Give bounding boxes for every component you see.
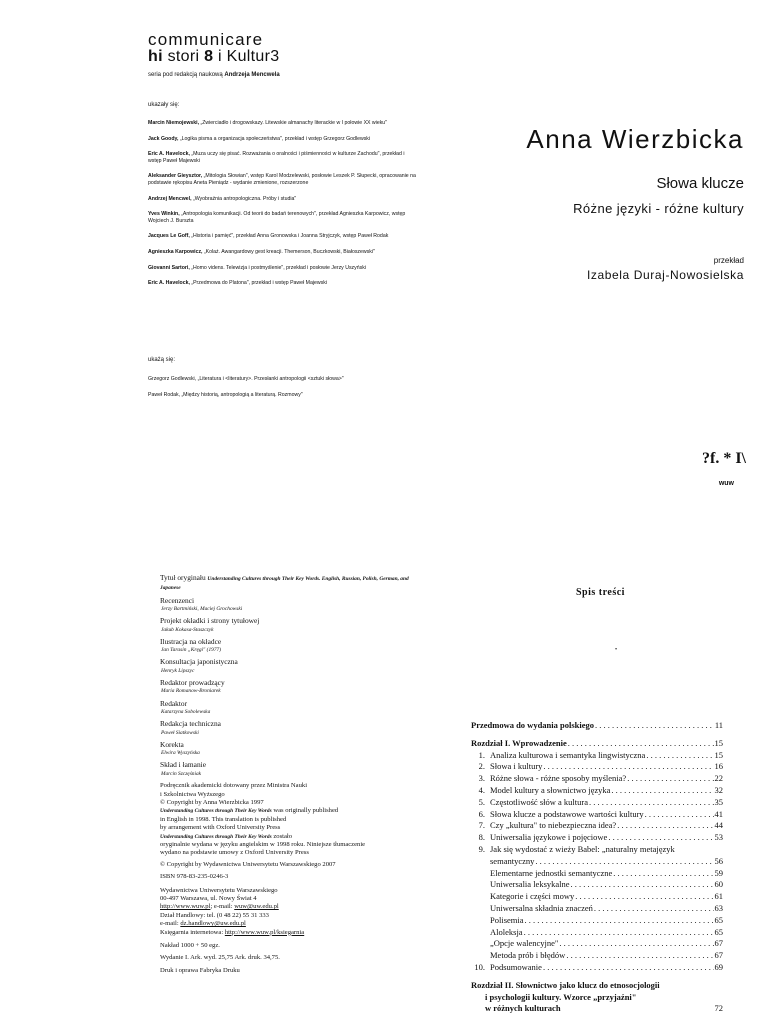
- book-author: Giovanni Sartori,: [148, 264, 190, 271]
- publisher-website-link[interactable]: http://www.wuw.pl: [160, 903, 211, 911]
- book-description: „Muza uczy się pisać. Rozważania o oralności i piśmienności w kulturze Zachodu", przekład i wstęp Paweł Majewski: [148, 151, 405, 164]
- toc-entry-title: Przedmowa do wydania polskiego: [471, 720, 595, 730]
- toc-entry-page: 59: [714, 867, 723, 878]
- toc-entry-number: 4.: [478, 784, 485, 795]
- credit-item: [160, 658, 412, 675]
- toc-entry-number: 2.: [478, 761, 485, 772]
- toc-entry-title: Rozdział II. Słownictwo jako klucz do etnosocjologii: [471, 979, 660, 990]
- dot-leader: [617, 820, 713, 830]
- toc-entry-section[interactable]: [471, 832, 723, 844]
- toc-entry-page: 67: [714, 950, 723, 961]
- published-book-item: [148, 136, 416, 143]
- published-book-item: [148, 120, 416, 127]
- credit-names: Elwira Wyszyńska: [161, 750, 200, 757]
- toc-entry-title: semantyczny: [490, 855, 535, 866]
- toc-entry-number: 1.: [478, 749, 485, 760]
- book-description: „Kolaż. Awangardowy gest kreacji. Themerson, Buczkowski, Białoszewski": [203, 248, 375, 255]
- toc-entry-number: 10.: [474, 961, 485, 972]
- credit-role: Ilustracja na okładce: [160, 636, 222, 646]
- dot-leader: [613, 868, 713, 878]
- funding-line: i Szkolnictwa Wyższego: [160, 790, 225, 798]
- toc-entry-subsection[interactable]: [471, 879, 723, 891]
- toc-entry-title: Częstotliwość słów a kultura: [490, 796, 588, 807]
- published-book-item: [148, 151, 416, 164]
- published-book-item: [148, 196, 416, 203]
- toc-entry-subsection[interactable]: [471, 915, 723, 927]
- book-author: Eric A. Havelock,: [148, 280, 190, 287]
- series-subtitle: [148, 48, 279, 66]
- series-subtitle-part: 8: [204, 48, 214, 65]
- credit-names: Katarzyna Sobolewska: [161, 709, 211, 716]
- publisher-logo: ?f. * I\: [702, 450, 746, 467]
- forthcoming-book-item: Paweł Rodak, „Między historią, antropologią a literaturą. Rozmowy": [148, 391, 303, 398]
- credit-item: [160, 679, 412, 696]
- toc-entry-page: 53: [714, 832, 723, 843]
- toc-entry-page: 63: [714, 902, 723, 913]
- editor-name: Andrzeja Mencwela: [224, 72, 280, 78]
- toc-entry-chapter-2-cont: [471, 992, 723, 1004]
- toc-entry-page: 44: [714, 820, 723, 831]
- toc-entry-title: Słowa klucze a podstawowe wartości kultury: [490, 808, 644, 819]
- book-description: „Mitologia Słowian", wstęp Karol Modzelewski, posłowie Leszek P. Słupecki, opracowanie na podstawie rękopisu Aneta Pieniądz - wydanie zmienione, rozszerzone: [148, 173, 416, 186]
- toc-entry-page: 35: [714, 796, 723, 807]
- credit-item: [160, 761, 412, 778]
- toc-entry-subsection[interactable]: [471, 927, 723, 939]
- dot-leader: [627, 773, 713, 783]
- book-author: Yves Winkin,: [148, 211, 180, 218]
- toc-entry-title: Jak się wydostać z wieży Babel: „naturalny metajęzyk: [490, 843, 675, 854]
- credit-role: Projekt okładki i strony tytułowej: [160, 616, 260, 626]
- toc-entry-number: 8.: [478, 832, 485, 843]
- toc-entry-section[interactable]: [471, 844, 723, 856]
- publication-line: wydano na podstawie umowy z Oxford University Press: [160, 849, 309, 857]
- toc-entry-title: Metoda prób i błędów: [490, 950, 566, 961]
- credit-item: [160, 617, 412, 634]
- original-publication-title: Understanding Cultures through Their Key Words: [160, 808, 272, 815]
- dot-leader: [543, 761, 713, 771]
- credit-names: Maria Romanow-Broniarek: [161, 688, 221, 695]
- toc-entry-section[interactable]: [471, 797, 723, 809]
- toc-entry-title: Uniwersalia leksykalne: [490, 879, 570, 890]
- print-line: Nakład 1000 + 50 egz.: [160, 942, 220, 949]
- credit-names: Marcin Szczęśniak: [161, 770, 202, 777]
- credit-item: [160, 700, 412, 717]
- toc-entry-page: 60: [714, 879, 723, 890]
- book-description: „Zwierciadło i drogowskazy. Litewskie almanachy literackie w I połowie XX wieku": [200, 120, 388, 126]
- toc-entry-section[interactable]: [471, 962, 723, 974]
- toc-entry-page: 41: [714, 808, 723, 819]
- toc-entry-page: 72: [714, 1003, 723, 1014]
- toc-entry-number: 6.: [478, 808, 485, 819]
- toc-entry-title: Kategorie i części mowy: [490, 891, 575, 902]
- toc-entry-page: 15: [714, 737, 723, 748]
- toc-entry-title: Analiza kulturowa i semantyka lingwistyczna: [490, 749, 646, 760]
- toc-entry-section[interactable]: [471, 809, 723, 821]
- print-line: Wydanie I. Ark. wyd. 25,75 Ark. druk. 34,75.: [160, 954, 280, 962]
- dot-leader: [595, 720, 714, 730]
- credit-role: Skład i łamanie: [160, 760, 206, 770]
- toc-entry-title: Czy „kultura" to niebezpieczna idea?: [490, 820, 617, 831]
- toc-entry-subsection[interactable]: [471, 868, 723, 880]
- toc-entry-page: 67: [714, 938, 723, 949]
- dot-leader: [608, 832, 713, 842]
- toc-entry-title: Rozdział I. Wprowadzenie: [471, 737, 567, 748]
- copyright-publisher: © Copyright by Wydawnictwa Uniwersytetu Warszawskiego 2007: [160, 860, 336, 868]
- credit-item: [160, 597, 412, 614]
- book-description: „Logika pisma a organizacja społeczeństwa", przekład i wstęp Grzegorz Godlewski: [179, 135, 371, 142]
- book-author: Eric A. Havelock,: [148, 151, 190, 158]
- credit-role: Redaktor prowadzący: [160, 678, 225, 688]
- book-description: „Historia i pamięć", przekład Anna Gronowska i Joanna Stryjczyk, wstęp Paweł Rodak: [191, 233, 389, 240]
- original-title-value: Understanding Cultures through Their Key Words. English, Russian, Polish, German, and Japanese: [160, 576, 409, 592]
- toc-entry-title: „Opcje walencyjne": [490, 938, 559, 949]
- published-heading: ukazały się:: [148, 102, 180, 108]
- chapter-1-sections: [471, 750, 723, 856]
- published-book-item: [148, 280, 416, 287]
- toc-entry-section[interactable]: [471, 773, 723, 785]
- dot-leader: [525, 915, 714, 925]
- funding-note: [160, 782, 412, 799]
- toc-entry-continuation[interactable]: [471, 856, 723, 868]
- credit-role: Konsultacja japonistyczna: [160, 657, 238, 667]
- toc-entry-page: 22: [714, 773, 723, 784]
- toc-entry-page: 32: [714, 784, 723, 795]
- credit-item: [160, 720, 412, 737]
- publisher-address: [160, 887, 412, 937]
- author-name: Anna Wierzbicka: [526, 124, 744, 154]
- dot-leader: [589, 797, 714, 807]
- toc-entry-section[interactable]: [471, 820, 723, 832]
- publication-line: zostało: [273, 832, 293, 840]
- toc-entry-title: Podsumowanie: [490, 961, 542, 972]
- series-subtitle-part: stori: [167, 48, 200, 65]
- isbn: ISBN 978-83-235-0246-3: [160, 873, 229, 881]
- dot-leader: [566, 950, 713, 960]
- toc-entry-chapter-2-cont: [471, 1003, 723, 1015]
- toc-entry-page: 56: [714, 855, 723, 866]
- dot-leader: [559, 938, 713, 948]
- credit-names: Paweł Siatkowski: [161, 729, 199, 736]
- published-book-item: [148, 233, 416, 240]
- toc-entry-title: w różnych kulturach: [485, 1003, 561, 1014]
- credit-names: Jan Tarasin „Kręgi" (1977): [161, 647, 222, 654]
- dot-leader: [571, 879, 714, 889]
- series-subtitle-part: i Kultur3: [218, 48, 280, 65]
- publication-line: by arrangement with Oxford University Press: [160, 824, 281, 832]
- toc-entry-title: Słowa i kultury: [490, 761, 543, 772]
- toc-entry-section[interactable]: [471, 750, 723, 762]
- publisher-line: 00-497 Warszawa, ul. Nowy Świat 4: [160, 894, 257, 902]
- original-title: [160, 574, 412, 593]
- publisher-line: Wydawnictwa Uniwersytetu Warszawskiego: [160, 886, 278, 894]
- credit-item: [160, 638, 412, 655]
- credit-names: Henryk Lipszyc: [161, 667, 195, 674]
- book-author: Andrzej Mencwel,: [148, 195, 192, 202]
- credit-role: Redakcja techniczna: [160, 719, 221, 729]
- shop-label: Księgarnia internetowa:: [160, 928, 224, 936]
- toc-entry-subsection[interactable]: [471, 950, 723, 962]
- book-author: Aleksander Gieysztor,: [148, 173, 203, 180]
- credit-role: Korekta: [160, 739, 184, 749]
- book-title: Słowa klucze: [656, 175, 744, 192]
- editor-prefix: seria pod redakcją naukową: [148, 72, 223, 78]
- original-publication-title: Understanding Cultures through Their Key Words: [160, 833, 272, 840]
- toc-entry-title: Model kultury a słownictwo języka: [490, 784, 611, 795]
- publication-line: oryginalnie wydana w języku angielskim w 1998 roku. Niniejsze tłumaczenie: [160, 840, 366, 848]
- published-book-item: [148, 265, 416, 272]
- toc-entry-subsection[interactable]: [471, 938, 723, 950]
- toc-entry-title: Różne słowa - różne sposoby myślenia?: [490, 773, 627, 784]
- toc-entry-title: i psychologii kultury. Wzorce „przyjaźni": [485, 991, 637, 1002]
- publication-line: was originally published: [273, 807, 339, 815]
- book-description: „Antropologia komunikacji. Od teorii do badań terenowych", przekład Agnieszka Karpowicz, wstęp Wojciech J. Burszta: [148, 211, 406, 224]
- stray-mark: •: [615, 647, 618, 653]
- toc-entry-title: Aloleksja: [490, 926, 523, 937]
- sales-phone: Dział Handlowy: tel. (0 48 22) 55 31 333: [160, 911, 269, 919]
- forthcoming-book-item: Grzegorz Godlewski, „Literatura i <literatury>. Przesłanki antropologii <sztuki słowa>": [148, 376, 344, 382]
- book-description: „Homo videns. Telewizja i postmyślenie", przekład i posłowie Jerzy Uszyński: [191, 264, 366, 271]
- toc-entry-chapter-1[interactable]: [471, 738, 723, 750]
- toc-entry-preface[interactable]: [471, 720, 723, 732]
- book-description: „Wyobraźnia antropologiczna. Próby i studia": [192, 195, 297, 202]
- published-book-item: [148, 249, 416, 256]
- imprint-block: [160, 574, 412, 975]
- book-author: Jack Goody,: [148, 135, 179, 142]
- credit-role: Recenzenci: [160, 595, 195, 605]
- series-editor: [148, 72, 280, 78]
- credits-list: [160, 597, 412, 779]
- credit-role: Redaktor: [160, 698, 188, 708]
- dot-leader: [543, 962, 714, 972]
- toc-entry-subsection[interactable]: [471, 903, 723, 915]
- publisher-email-link[interactable]: wuw@uw.edu.pl: [234, 903, 279, 911]
- toc-entry-title: Uniwersalia językowe i pojęciowe: [490, 832, 608, 843]
- toc-entry-page: 61: [714, 891, 723, 902]
- published-book-item: [148, 173, 416, 186]
- forthcoming-heading: ukażą się:: [148, 357, 176, 363]
- credit-names: Jakub Kokasa-Staszczyk: [161, 626, 214, 633]
- toc-entry-page: 16: [714, 761, 723, 772]
- sales-email-link[interactable]: dz.handlowy@uw.edu.pl: [180, 920, 246, 928]
- funding-line: Podręcznik akademicki dotowany przez Ministra Nauki: [160, 782, 308, 790]
- book-author: Jacques Le Goff,: [148, 233, 190, 240]
- publication-line: in English in 1998. This translation is published: [160, 815, 287, 823]
- print-line: Druk i oprawa Fabryka Druku: [160, 966, 240, 974]
- email-label: ; e-mail:: [210, 903, 233, 911]
- publisher-abbreviation: wuw: [718, 480, 734, 487]
- book-subtitle: Różne języki - różne kultury: [573, 201, 744, 216]
- dot-leader: [611, 785, 713, 795]
- toc-entry-number: 7.: [478, 820, 485, 831]
- published-books-list: [148, 120, 416, 296]
- toc-entry-number: 9.: [478, 843, 485, 854]
- dot-leader: [535, 856, 713, 866]
- shop-link[interactable]: http://www.wuw.pl/ksiegarnia: [224, 928, 305, 936]
- toc-entry-page: 65: [714, 926, 723, 937]
- book-description: „Przedmowa do Platona", przekład i wstęp Paweł Majewski: [191, 280, 327, 287]
- toc-entry-page: 15: [714, 749, 723, 760]
- table-of-contents: [471, 720, 723, 1015]
- toc-entry-page: 69: [714, 961, 723, 972]
- translator-name: Izabela Duraj-Nowosielska: [586, 268, 744, 282]
- toc-entry-title: Elementarne jednostki semantyczne: [490, 867, 613, 878]
- series-subtitle-part: hi: [148, 48, 163, 65]
- published-book-item: [148, 211, 416, 224]
- dot-leader: [524, 927, 714, 937]
- sales-email-label: e-mail:: [160, 920, 179, 928]
- series-title: communicare: [148, 30, 264, 49]
- dot-leader: [645, 809, 714, 819]
- dot-leader: [646, 750, 713, 760]
- toc-entry-page: 11: [714, 720, 723, 730]
- book-author: Agnieszka Karpowicz,: [148, 248, 203, 255]
- toc-entry-number: 3.: [478, 773, 485, 784]
- toc-entry-page: 65: [714, 914, 723, 925]
- dot-leader: [575, 891, 713, 901]
- toc-entry-section[interactable]: [471, 785, 723, 797]
- toc-entry-subsection[interactable]: [471, 891, 723, 903]
- credit-names: Jerzy Bartmiński, Maciej Grochowski: [161, 606, 243, 613]
- original-publication-note: [160, 807, 412, 857]
- toc-heading: Spis treści: [576, 587, 625, 598]
- original-title-label: Tytuł oryginału: [160, 573, 206, 582]
- print-details: [160, 942, 412, 975]
- toc-entry-chapter-2[interactable]: [471, 980, 723, 992]
- toc-entry-title: Uniwersalna składnia znaczeń: [490, 902, 593, 913]
- forthcoming-books-list: [148, 376, 416, 407]
- dot-leader: [594, 903, 714, 913]
- toc-entry-number: 5.: [478, 796, 485, 807]
- book-author: Marcin Niemojewski,: [148, 120, 200, 126]
- toc-entry-title: Polisemia: [490, 914, 524, 925]
- copyright-author: © Copyright by Anna Wierzbicka 1997: [160, 798, 264, 806]
- dot-leader: [568, 738, 714, 748]
- credit-item: [160, 741, 412, 758]
- toc-entry-section[interactable]: [471, 761, 723, 773]
- chapter-1-subsections: [471, 868, 723, 962]
- translation-label: przekład: [713, 256, 744, 265]
